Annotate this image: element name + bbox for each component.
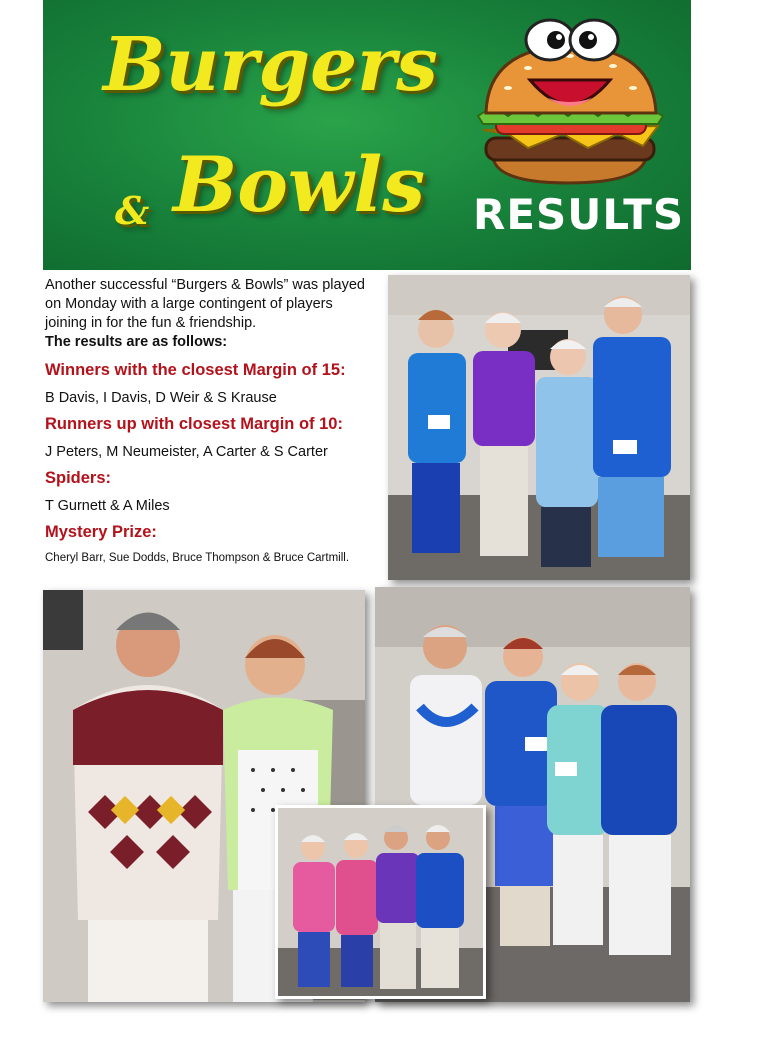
- spiders-heading: Spiders:: [45, 469, 112, 487]
- mystery-prize-photo: [275, 805, 486, 999]
- title-bowls: Bowls: [173, 140, 426, 229]
- mystery-prize-heading: Mystery Prize:: [45, 523, 157, 541]
- mystery-prize-names: Cheryl Barr, Sue Dodds, Bruce Thompson & Bruce Cartmill.: [45, 552, 350, 564]
- winners-photo: [388, 275, 690, 580]
- winners-heading: Winners with the closest Margin of 15:: [45, 361, 346, 379]
- title-burgers: Burgers: [103, 22, 438, 108]
- winners-names: B Davis, I Davis, D Weir & S Krause: [45, 390, 277, 406]
- runners-up-heading: Runners up with closest Margin of 10:: [45, 415, 343, 433]
- runners-up-names: J Peters, M Neumeister, A Carter & S Carter: [45, 444, 328, 460]
- title-ampersand: &: [115, 188, 150, 233]
- intro-paragraph: Another successful “Burgers & Bowls” was played on Monday with a large contingent of players joining in for the fun & friendship.: [45, 277, 365, 331]
- header-banner: [43, 0, 691, 270]
- results-article: [45, 276, 375, 566]
- intro-bold-line: The results are as follows:: [45, 334, 228, 350]
- results-label: RESULTS: [473, 190, 685, 239]
- burger-mascot-icon: [468, 18, 673, 188]
- spiders-names: T Gurnett & A Miles: [45, 498, 170, 514]
